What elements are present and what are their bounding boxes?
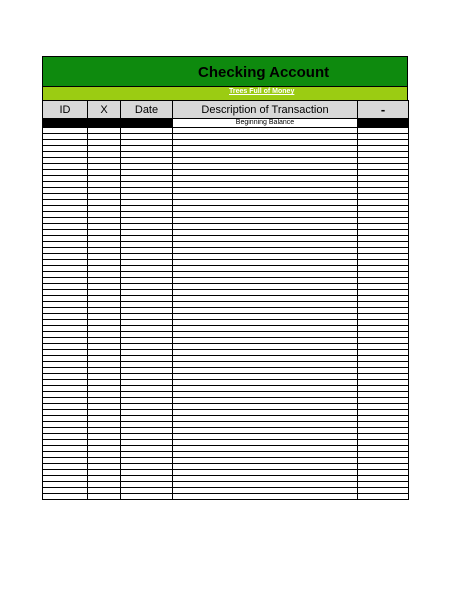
column-header-id: ID [43,101,88,119]
column-header-description: Description of Transaction [173,101,358,119]
transaction-rows [43,119,409,500]
entry-cell-amount[interactable] [358,494,409,500]
subtitle-bar [42,87,408,100]
beginning-balance-label: Beginning Balance [173,119,358,128]
transaction-table [42,100,409,500]
entry-cell-description[interactable] [173,494,358,500]
entry-cell-x[interactable] [88,494,121,500]
column-header-amount: - [358,101,409,119]
title-bar [42,56,408,87]
column-header-date: Date [121,101,173,119]
column-header-row [43,101,409,119]
balance-id-cell [43,119,88,128]
balance-amount-cell [358,119,409,128]
column-header-x: X [88,101,121,119]
register-title: Checking Account [198,64,330,81]
table-row [43,494,409,500]
beginning-balance-row [43,119,409,128]
balance-x-cell [88,119,121,128]
register-subtitle-link[interactable]: Trees Full of Money [229,88,295,95]
balance-date-cell [121,119,173,128]
checking-register [42,56,408,500]
entry-cell-id[interactable] [43,494,88,500]
entry-cell-date[interactable] [121,494,173,500]
